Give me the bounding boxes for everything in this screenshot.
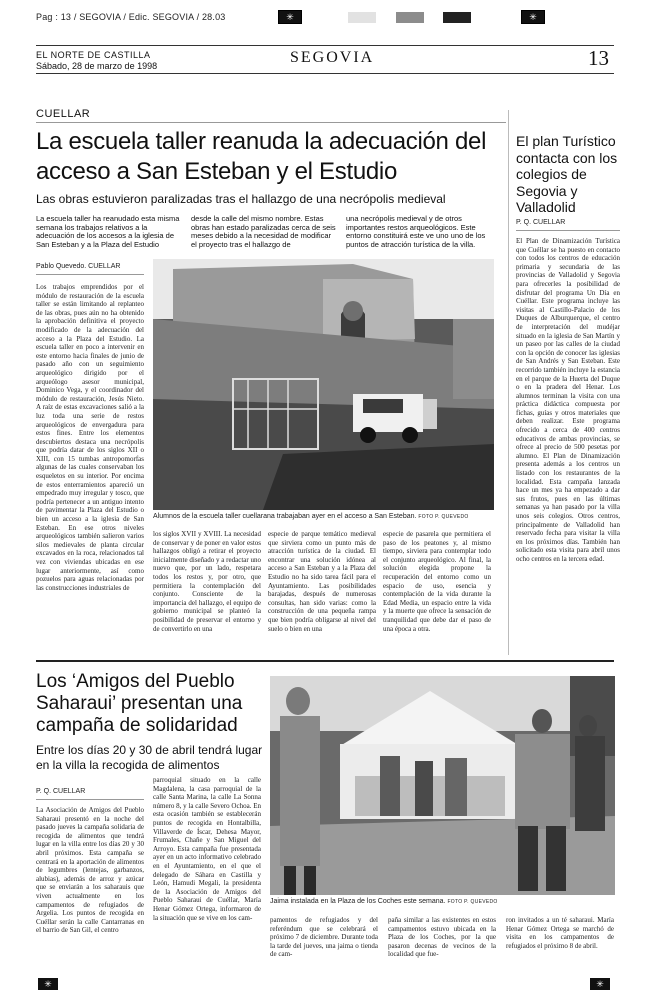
masthead-bottom-rule [36,73,614,74]
sidebar-body: El Plan de Dinamización Turística que Cuéllar se ha puesto en contacto con todos los centros de educación primaria y secundaria de las provincias de Valladolid y Segovia para ofrecerles la posibilidad de disfrutar del programa Un Día en Cuéllar. Este programa incluye las visitas al Castillo-Palacio de los Duques de Alburquerque, el centro de interpretación del mudéjar situado en la iglesia de San Martín y un paseo por las calles de la ciudad con la opción de conocer las iglesias de San Andrés y San Esteban. Este recorrido también incluye la estancia en el parque de la Huerta del Duque o en la pradera del Henar. Los alumnos terminan la visita con una práctica didáctica compuesta por fichas, guías y otros materiales que deben realizar. Este programa ofrecido a cerca de 400 centros educativos de ambas provincias, se ofrece al precio de 500 pesetas por alumno. El Plan de Dinamización presenta además a los centros un listado con los restaurantes de la localidad. Esta campaña lanzada hace un mes ya ha empezado a dar sus frutos, pues en las últimas semanas ya han pasado por la villa unos seis colegios. Otros centros, principalmente de Valladolid han reservado fecha para visitar la villa en los próximos días. También han solicitado esta visita para abril unos ocho centros en la tercera edad. [516,237,620,563]
second-subhead: Entre los días 20 y 30 de abril tendrá lugar en la villa la recogida de alimentos [36,743,263,772]
publication-name: EL NORTE DE CASTILLA [36,50,151,60]
second-headline: Los ‘Amigos del Pueblo Saharaui’ presentan una campaña de solidaridad [36,671,243,736]
page-slug: Pag : 13 / SEGOVIA / Edic. SEGOVIA / 28.03 [36,12,226,22]
second-column-5: ron invitados a un té saharaui. María Henar Gómez Ortega se marchó de visita en los campamentos de refugiados el próximo 8 de abril. [506,916,614,950]
story-divider [36,660,614,662]
registration-star-icon: ✳ [278,10,302,24]
tent-photo-illustration [270,676,615,895]
page-number: 13 [588,46,609,70]
lead-intro-3: una necrópolis medieval y de otros importantes restos arqueológicos. Este entorno constituirá este ve uno uno de los puntos de atracción turística de la villa. [346,215,486,249]
second-byline-rule [36,799,144,800]
lead-photo [153,259,494,510]
second-column-1: La Asociación de Amigos del Pueblo Saharaui presentó en la noche del pasado jueves la campaña solidaria de recogida de alimentos que tendrá lugar en la villa entre los días 20 y 30 abril próximos. Esta campaña se centrará en la aportación de alimentos de legumbres (lentejas, garbanzos, alubias), además de arroz y azúcar que se enviarán a los saharauis que viven actualmente en los campamentos de refugiados de Argelia. Los puntos de recogida en Cuéllar serán la calle Cantarranas en el barrio de San Gil, el centro [36,806,144,935]
section-title: SEGOVIA [290,49,375,66]
second-column-3: pamentos de refugiados y del referéndum que se celebrará el próximo 7 de diciembre. Durante toda la tarde del jueves, una jaima o tienda de cam- [270,916,378,959]
sidebar-headline: El plan Turístico contacta con los colegios de Segovia y Valladolid [516,133,618,215]
lead-intro-2: desde la calle del mismo nombre. Estas obras han estado paralizadas cerca de seis meses debido a la necesidad de modificar el proyecto tras el hallazgo de [191,215,336,249]
lead-intro-1: La escuela taller ha reanudado esta misma semana los trabajos relativos a la adecuación de los accesos a la iglesia de San Esteban y a la Plaza del Estudio [36,215,180,249]
second-caption-text: Jaima instalada en la Plaza de los Coches este semana. [270,898,446,905]
kicker-rule [36,122,506,123]
second-column-4: paña similar a las existentes en estos campamentos estuvo ubicada en la Plaza de los Coches, por la que pasaron decenas de vecinos de la localidad que fue- [388,916,496,959]
lead-headline: La escuela taller reanuda la adecuación del acceso a San Esteban y el Estudio [36,128,487,185]
publication-date: Sábado, 28 de marzo de 1998 [36,61,158,71]
sidebar-byline-rule [516,230,620,231]
color-swatch-light [348,12,376,23]
lead-column-4: especie de pasarela que permitiera el paso de los peatones y, al mismo tiempo, sirviera para contemplar todo el conjunto arqueológico. Al final, la solución elegida propone la recuperación del entorno como un espacio de uso, esencia y contemplación de la vida durante la Edad Media, un espacio entre la vida y la muerte que ofrece la sensación de tranquilidad que debe dar el paso de una época a otra. [383,530,491,633]
byline-rule [36,274,144,275]
lead-caption-text: Alumnos de la escuela taller cuellarana trabajaban ayer en el acceso a San Esteban. [153,513,417,520]
lead-byline: Pablo Quevedo. CUELLAR [36,263,121,270]
second-photo-caption [270,898,615,905]
lead-column-2: los siglos XVII y XVIII. La necesidad de conservar y de poner en valor estos hallazgos obligó a retirar el proyecto inicialmente diseñado y a redactar uno nuevo que, por un lado, respetara todos los restos y, por otro, que permitiera la contemplación del conjunto. Consciente de la importancia del hallazgo, el equipo de gobierno municipal se planteó la posibilidad de preservar el entorno y de convertirlo en una [153,530,261,633]
lead-column-3: especie de parque temático medieval que sirviera como un punto más de atracción turística de la ciudad. El encontrar una solución idónea al acceso a San Esteban y a la Plaza del Estudio no ha sido tarea fácil para el Ayuntamiento. Las posibilidades barajadas, después de numerosas consultas, han sido varias: como la construcción de una pequeña rampa que bien podría obligarse al nivel del suelo o bien en una [268,530,376,633]
lead-subhead: Las obras estuvieron paralizadas tras el hallazgo de una necrópolis medieval [36,192,446,206]
registration-star-icon: ✳ [521,10,545,24]
registration-star-icon: ✳ [38,978,58,990]
second-caption-credit: FOTO P. QUEVEDO [447,899,498,905]
registration-star-icon: ✳ [590,978,610,990]
lead-kicker: CUELLAR [36,108,91,120]
sidebar-byline: P. Q. CUELLAR [516,219,566,226]
second-photo [270,676,615,895]
color-swatch-dark [443,12,471,23]
color-swatch-mid [396,12,424,23]
second-column-2: parroquial situado en la calle Magdalena, la casa parroquial de la calle Santa Marina, la calle La Sonna número 8, y la calle Severo Ochoa. En esta ocasión también se establecerán puntos de recogida en Hontalbilla, Villaverde de Íscar, Dehesa Mayor, Frumales, Chañe y San Miguel del Arroyo. Esta campaña fue presentada ayer en un acto informativo celebrado en el Ayuntamiento, en el que el delegado de Sáhara en Castilla y León, Hamudi Megali, la presidenta de la Asociación de Amigos del Pueblo Saharaui de Cuéllar, María Henar Gómez Ortega, informaron de la situación que se vive en los cam- [153,776,261,922]
lead-photo-caption [153,513,494,520]
sidebar-divider [508,110,509,655]
lead-column-1: Los trabajos emprendidos por el módulo de restauración de la escuela taller se están limitando al replanteo de las obras, pues aún no ha obtenido la aprobación definitiva el proyecto modificado de la adecuación del acceso a la Plaza del Estudio. La escuela taller en poco a intervenir en este entorno hacia finales de junio de pasado año con un seguimiento arqueológico dirigido por el arqueólogo asesor municipal, Dominico Vega, y el coordinador del módulo de restauración, Jesús Nieto. A raíz de estas excavaciones salió a la luz toda una serie de restos arqueológicos de envergadura para estos fines. Entre los elementos descubiertos destaca una necrópolis que podría datar de los siglos XII o XIII, con 15 tumbas antropomorfas algunas de las cuales conservaban los esqueletos en su interior. Por encima de estos enterramientos apareció un empedrado muy irregular y tosco, que podría pertenecer a un antiguo intento de pavimentar la Plaza del Estudio o bien un acceso a la iglesia de San Esteban. En ese otros niveles arqueológicos también salieron varios silos medievales de planta circular excavados en la roca, relacionados tal vez con viviendas ubicadas en ese lugar anteriormente, así como pozuelos para aguas relacionadas por las construcciones industriales de [36,283,144,592]
masthead-top-rule [36,45,614,46]
second-byline: P. Q. CUELLAR [36,788,86,795]
lead-caption-credit: FOTO P. QUEVEDO [418,514,469,520]
church-photo-illustration [153,259,494,510]
